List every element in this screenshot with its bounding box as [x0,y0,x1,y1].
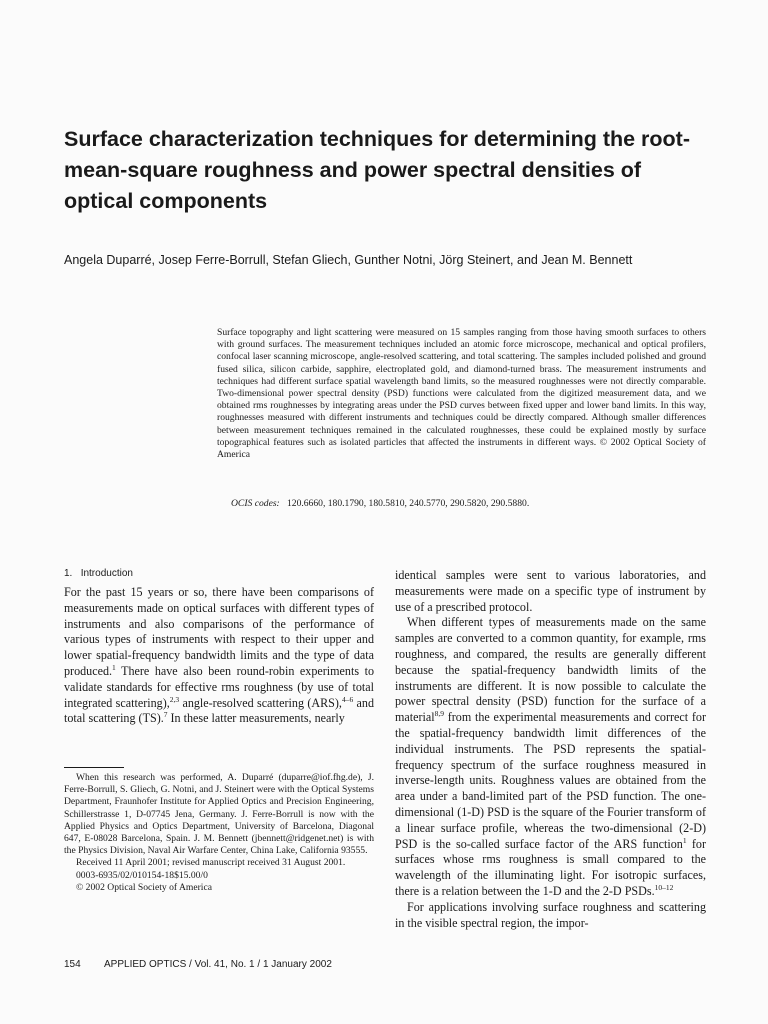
intro-text: There have also been round-robin experiments to validate standards for effective rms roughness (by use of total integrated scattering), [64,663,374,710]
author-list: Angela Duparré, Josep Ferre-Borrull, Stefan Gliech, Gunther Notni, Jörg Steinert, and Jean M. Bennett [64,253,633,267]
page-footer [64,958,332,972]
ocis-code-list: 120.6660, 180.1790, 180.5810, 240.5770, 290.5820, 290.5880. [286,498,530,509]
ocis-codes [231,498,529,510]
journal-citation: APPLIED OPTICS / Vol. 41, No. 1 / 1 January 2002 [104,959,332,970]
intro-text: from the experimental measurements and correct for the spatial-frequency bandwidth limit differences of the individual instruments. The PSD represents the spatial-frequency spectrum of the surface roughness measured in inverse-length units. Roughness values are obtained from the area under a band-limited part of the PSD function. The one-dimensional (1-D) PSD is the square of the Fourier transform of a linear surface profile, whereas the two-dimensional (2-D) PSD is the so-called surface factor of the ARS function [395,710,706,851]
intro-paragraph-left [64,585,374,727]
intro-text: When different types of measurements made on the same samples are converted to a common quantity, for example, rms roughness, and compared, the results are generally different because the spatial-frequency bandwidth limits of the instruments are different. It is now possible to calculate the power spectral density (PSD) function for the surface of a material [395,615,706,725]
reference-marker: 4–6 [341,694,354,704]
intro-paragraph-continued: identical samples were sent to various laboratories, and measurements were made on a specific type of instrument by use of a prescribed protocol. [395,568,706,614]
intro-text: For the past 15 years or so, there have been comparisons of measurements made on optical surfaces with different types of instruments and also comparisons of the performance of various types of instruments with respect to their upper and lower spatial-frequency bandwidth limits and the type of data produced. [64,585,374,678]
ocis-label: OCIS codes: [231,498,280,509]
reference-marker: 1 [682,835,687,845]
footnote-divider [64,767,124,768]
section-title: Introduction [80,568,133,579]
intro-text: and total scattering (TS). [64,695,374,726]
footnote-affiliation: When this research was performed, A. Duparré (duparre@iof.fhg.de), J. Ferre-Borrull, S. Gliech, G. Notni, and J. Steinert were with the Optical Systems Department, Fraunhofer Institute for Applied Optics and Precision Engineering, Schillerstrasse 1, D-07745 Jena, Germany. J. Ferre-Borrull is now with the Applied Physics and Optics Department, University of Barcelona, Diagonal 647, E-08028 Barcelona, Spain. J. M. Bennett (jbennett@ridgenet.net) is with the Physics Division, Naval Air Warfare Center, China Lake, California 93555. [64,772,374,857]
intro-text: for surfaces whose rms roughness is small compared to the wavelength of the illuminating light. For isotropic surfaces, there is a relation between the 1-D and the 2-D PSDs. [395,836,706,898]
article-title: Surface characterization techniques for determining the root-mean-square roughness and power spectral densities of optical components [64,127,690,213]
reference-marker: 8,9 [434,709,444,719]
intro-text: angle-resolved scattering (ARS), [179,695,342,710]
reference-marker: 10–12 [654,882,674,892]
intro-paragraph-psd [395,615,706,899]
abstract: Surface topography and light scattering were measured on 15 samples ranging from those having smooth surfaces to others with ground surfaces. The measurement techniques included an atomic force microscope, mechanical and optical profilers, confocal laser scanning microscope, angle-resolved scattering, and total scattering. The samples included polished and ground fused silica, silicon carbide, sapphire, electroplated gold, and diamond-turned brass. The measurement instruments and techniques had different surface spatial wavelength band limits, so the measured roughnesses were not directly comparable. Two-dimensional power spectral density (PSD) functions were calculated from the digitized measurement data, and we obtained rms roughnesses by integrating areas under the PSD curves between fixed upper and lower band limits. In this way, roughnesses measured with different instruments and techniques could be directly compared. Although smaller differences between measurement techniques remained in the calculated roughnesses, these could be explained mostly by surface topographical features such as isolated particles that affected the instruments in different ways. © 2002 Optical Society of America [217,327,706,461]
reference-marker: 7 [163,710,168,720]
footnote-code: 0003-6935/02/010154-18$15.00/0 [76,869,208,881]
right-column [395,568,706,931]
intro-paragraph-applications: For applications involving surface roughness and scattering in the visible spectral region, the impor- [395,899,706,930]
reference-marker: 2,3 [169,694,180,704]
section-heading [64,567,133,581]
page-number: 154 [64,959,81,970]
intro-text: In these latter measurements, nearly [167,711,345,726]
section-number: 1. [64,568,73,579]
footnote-copyright: © 2002 Optical Society of America [76,881,212,893]
reference-marker: 1 [112,662,116,672]
footnote-received: Received 11 April 2001; revised manuscript received 31 August 2001. [76,857,346,869]
footnote [64,772,374,894]
